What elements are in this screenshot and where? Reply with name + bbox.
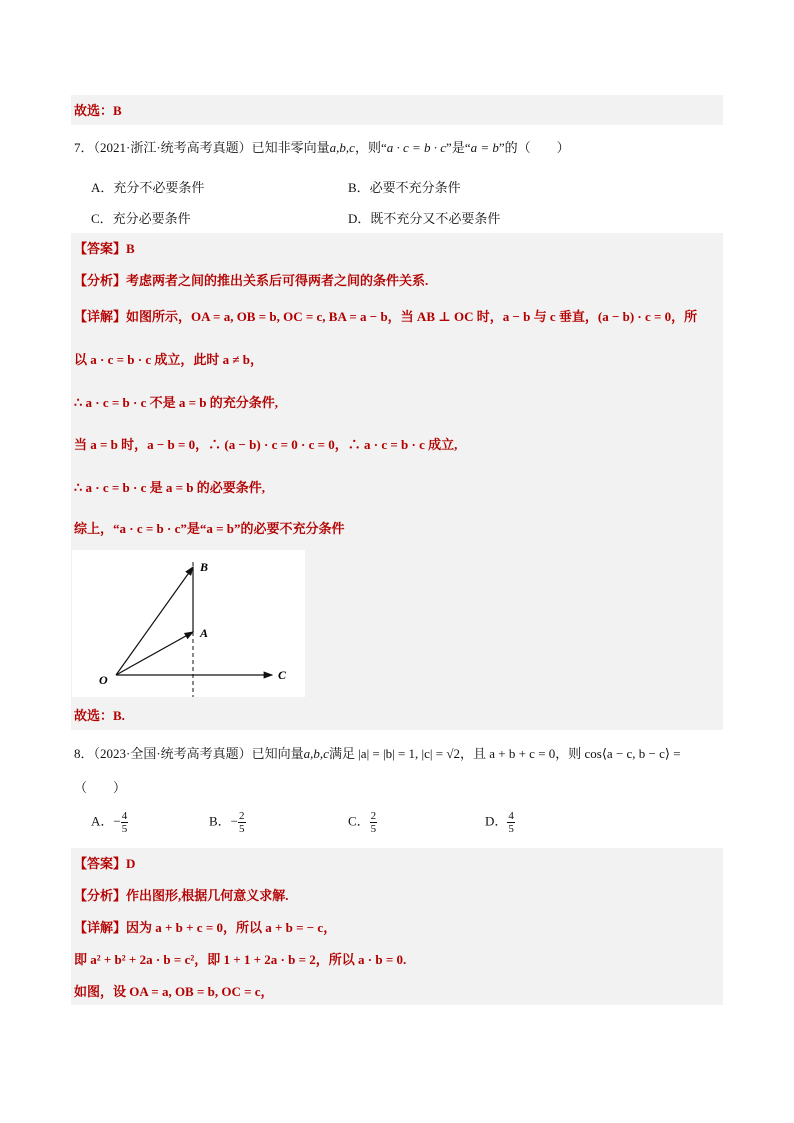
q7-detail-line-2: 以 a · c = b · c 成立，此时 a ≠ b，	[74, 352, 263, 367]
q7-stem-vec: a,b,c	[329, 140, 355, 155]
q8-option-c: C． $\frac{2}{5}$	[348, 810, 377, 835]
q7-option-b: B．必要不充分条件	[348, 180, 461, 195]
q7-analysis: 【分析】考虑两者之间的推出关系后可得两者之间的条件关系.	[74, 273, 429, 288]
q8-answer: 【答案】D	[74, 856, 136, 871]
q8-stem-paren: （ ）	[74, 780, 127, 795]
q8-detail-line-2: 即 a² + b² + 2a · b = c²，即 1 + 1 + 2a · b = 2，所以 a · b = 0.	[74, 952, 407, 967]
label-c: C	[278, 668, 287, 682]
q8-analysis: 【分析】作出图形,根据几何意义求解.	[74, 888, 289, 903]
prev-answer: 故选：B	[74, 103, 122, 118]
q7-option-c: C．充分必要条件	[91, 211, 191, 226]
label-o: O	[99, 673, 108, 687]
q7-detail-line-6: 综上，“a · c = b · c”是“a = b”的必要不充分条件	[74, 521, 345, 536]
q7-detail-line-5: ∴ a · c = b · c 是 a = b 的必要条件,	[74, 480, 266, 495]
q8-stem-a: 8．（2023·全国·统考高考真题）已知向量	[74, 746, 304, 761]
label-b: B	[200, 560, 209, 574]
q7-stem-expr1: a · c = b · c	[386, 140, 447, 155]
q8-detail-line-3: 如图，设 OA = a, OB = b, OC = c，	[74, 984, 274, 999]
q7-final: 故选：B.	[74, 708, 125, 723]
q8-option-a: A．− $\frac{4}{5}$	[91, 810, 128, 835]
q7-detail-line-4: 当 a = b 时，a − b = 0，∴ (a − b) · c = 0 · c = 0，∴ a · c = b · c 成立,	[74, 437, 458, 452]
q8-option-b: B．− $\frac{2}{5}$	[209, 810, 245, 835]
q7-stem-a: 7．（2021·浙江·统考高考真题）已知非零向量	[74, 140, 330, 155]
prev-answer-band	[71, 95, 723, 125]
q7-stem	[74, 139, 570, 157]
q7-detail-line-3: ∴ a · c = b · c 不是 a = b 的充分条件,	[74, 395, 279, 410]
q8-stem-b: 满足 |a| = |b| = 1, |c| = √2，且 a + b + c = 0，则 cos⟨a − c, b − c⟩ =	[328, 746, 681, 761]
q7-option-a: A．充分不必要条件	[91, 180, 205, 195]
q7-option-d: D．既不充分又不必要条件	[348, 211, 501, 226]
q7-detail-line-1: 【详解】如图所示，OA = a, OB = b, OC = c, BA = a − b，当 AB ⊥ OC 时，a − b 与 c 垂直，(a − b) · c = 0，所	[74, 309, 698, 324]
q7-figure	[72, 550, 305, 697]
q7-stem-expr2: a = b	[470, 140, 499, 155]
q7-stem-c: ”是“	[446, 140, 471, 155]
q7-stem-d: ”的（ ）	[498, 140, 570, 155]
q8-option-d: D． $\frac{4}{5}$	[485, 810, 514, 835]
vector-oa	[116, 632, 193, 675]
vector-diagram	[72, 550, 305, 697]
q7-answer: 【答案】B	[74, 241, 135, 256]
q8-stem	[74, 745, 681, 763]
label-a: A	[200, 626, 209, 640]
vector-ob	[116, 567, 193, 675]
q8-stem-vec: a,b,c	[303, 746, 329, 761]
q8-detail-line-1: 【详解】因为 a + b + c = 0，所以 a + b = − c，	[74, 920, 337, 935]
q7-stem-b: ，则“	[354, 140, 387, 155]
